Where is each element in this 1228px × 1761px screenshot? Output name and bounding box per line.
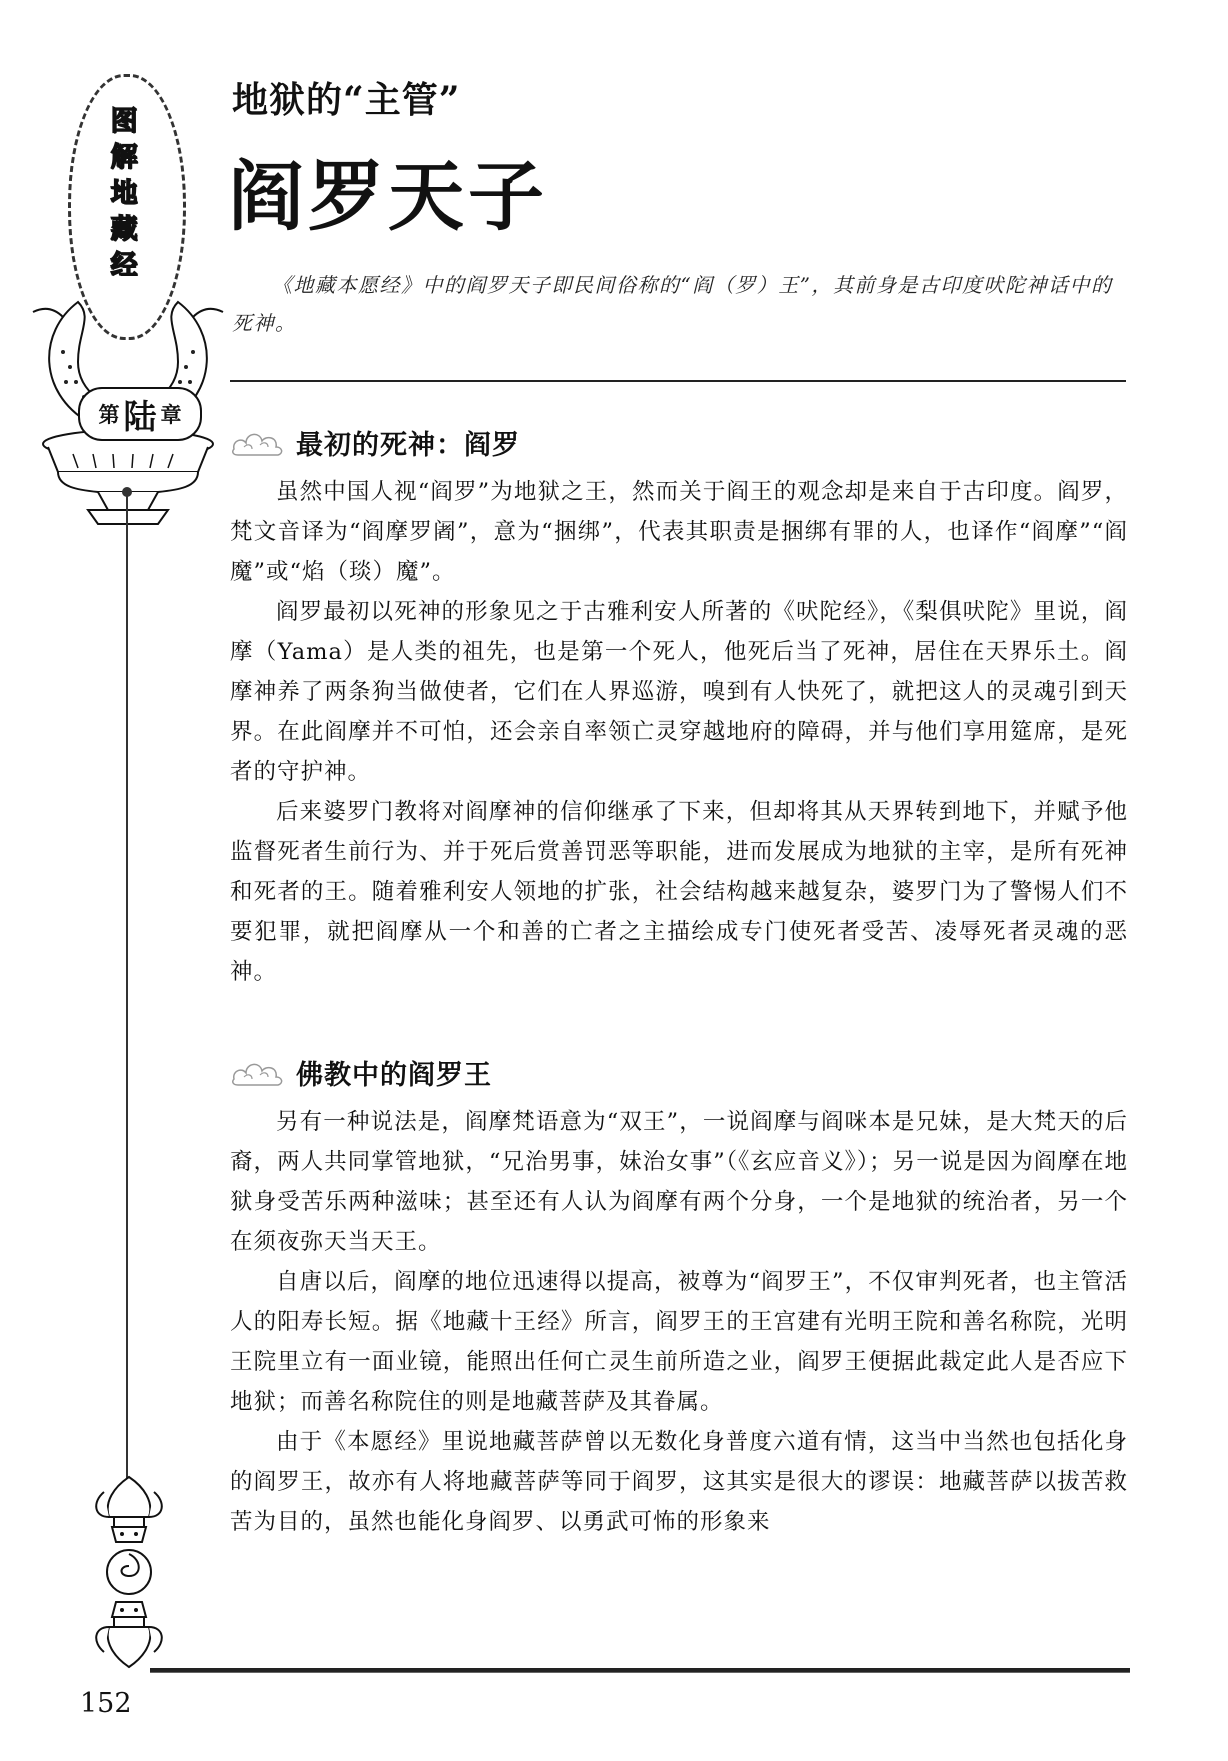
section-heading: 最初的死神：阎罗 [296,429,520,461]
body-paragraph: 自唐以后，阎摩的地位迅速得以提高，被尊为“阎罗王”，不仅审判死者，也主管活人的阳寿长短。据《地藏十王经》所言，阎罗王的王宫建有光明王院和善名称院，光明王院里立有一面业镜，能照出任何亡灵生前所造之业，阎罗王便据此裁定此人是否应下地狱；而善名称院住的则是地藏菩萨及其眷属。 [230,1269,1128,1415]
series-char: 图 [110,106,138,137]
chapter-label [78,387,202,441]
section-initial-death-god [230,418,1128,992]
page-number: 152 [80,1688,132,1719]
section-heading-row [230,1048,1128,1096]
section-buddhist-yama [230,1048,1128,1542]
intro-paragraph: 《地藏本愿经》中的阎罗天子即民间俗称的“阎（罗）王”，其前身是古印度吠陀神话中的死神。 [232,273,1113,335]
section-heading-row [230,418,1128,466]
cloud-icon [230,425,286,459]
page-subtitle: 地狱的“主管” [232,79,461,121]
footer-divider [150,1668,1130,1673]
series-title [94,104,154,284]
cloud-icon [230,1055,286,1089]
vajra-icon [84,1472,174,1672]
body-paragraph: 虽然中国人视“阎罗”为地狱之王，然而关于阎王的观念却是来自于古印度。阎罗，梵文音译为“阎摩罗阇”，意为“捆绑”，代表其职责是捆绑有罪的人，也译作“阎摩”“阎魔”或“焰（琰）魔”。 [230,479,1128,585]
body-paragraph: 阎罗最初以死神的形象见之于古雅利安人所著的《吠陀经》，《梨俱吠陀》里说，阎摩（Yama）是人类的祖先，也是第一个死人，他死后当了死神，居住在天界乐土。阎摩神养了两条狗当做使者，它们在人界巡游，嗅到有人快死了，就把这人的灵魂引到天界。在此阎摩并不可怕，还会亲自率领亡灵穿越地府的障碍，并与他们享用筵席，是死者的守护神。 [230,599,1128,785]
section-heading: 佛教中的阎罗王 [296,1059,492,1091]
page-title: 阎罗天子 [228,152,548,241]
chapter-suffix: 章 [160,403,182,427]
header-divider [230,380,1126,382]
side-decoration [18,62,238,1622]
vertical-divider [126,492,128,1482]
series-char: 解 [110,142,138,173]
series-char: 藏 [110,214,138,245]
body-paragraph: 由于《本愿经》里说地藏菩萨曾以无数化身普度六道有情，这当中当然也包括化身的阎罗王，故亦有人将地藏菩萨等同于阎罗，这其实是很大的谬误：地藏菩萨以拔苦救苦为目的，虽然也能化身阎罗、以勇武可怖的形象来 [230,1429,1128,1535]
chapter-prefix: 第 [98,403,120,427]
series-char: 地 [110,178,138,209]
chapter-numeral: 陆 [123,396,157,436]
body-paragraph: 另有一种说法是，阎摩梵语意为“双王”，一说阎摩与阎咪本是兄妹，是大梵天的后裔，两人共同掌管地狱，“兄治男事，妹治女事”（《玄应音义》）；另一说是因为阎摩在地狱身受苦乐两种滋味；甚至还有人认为阎摩有两个分身，一个是地狱的统治者，另一个在须夜弥天当天王。 [230,1109,1128,1255]
series-char: 经 [110,250,138,281]
body-paragraph: 后来婆罗门教将对阎摩神的信仰继承了下来，但却将其从天界转到地下，并赋予他监督死者生前行为、并于死后赏善罚恶等职能，进而发展成为地狱的主宰，是所有死神和死者的王。随着雅利安人领地的扩张，社会结构越来越复杂，婆罗门为了警惕人们不要犯罪，就把阎摩从一个和善的亡者之主描绘成专门使死者受苦、凌辱死者灵魂的恶神。 [230,799,1128,985]
